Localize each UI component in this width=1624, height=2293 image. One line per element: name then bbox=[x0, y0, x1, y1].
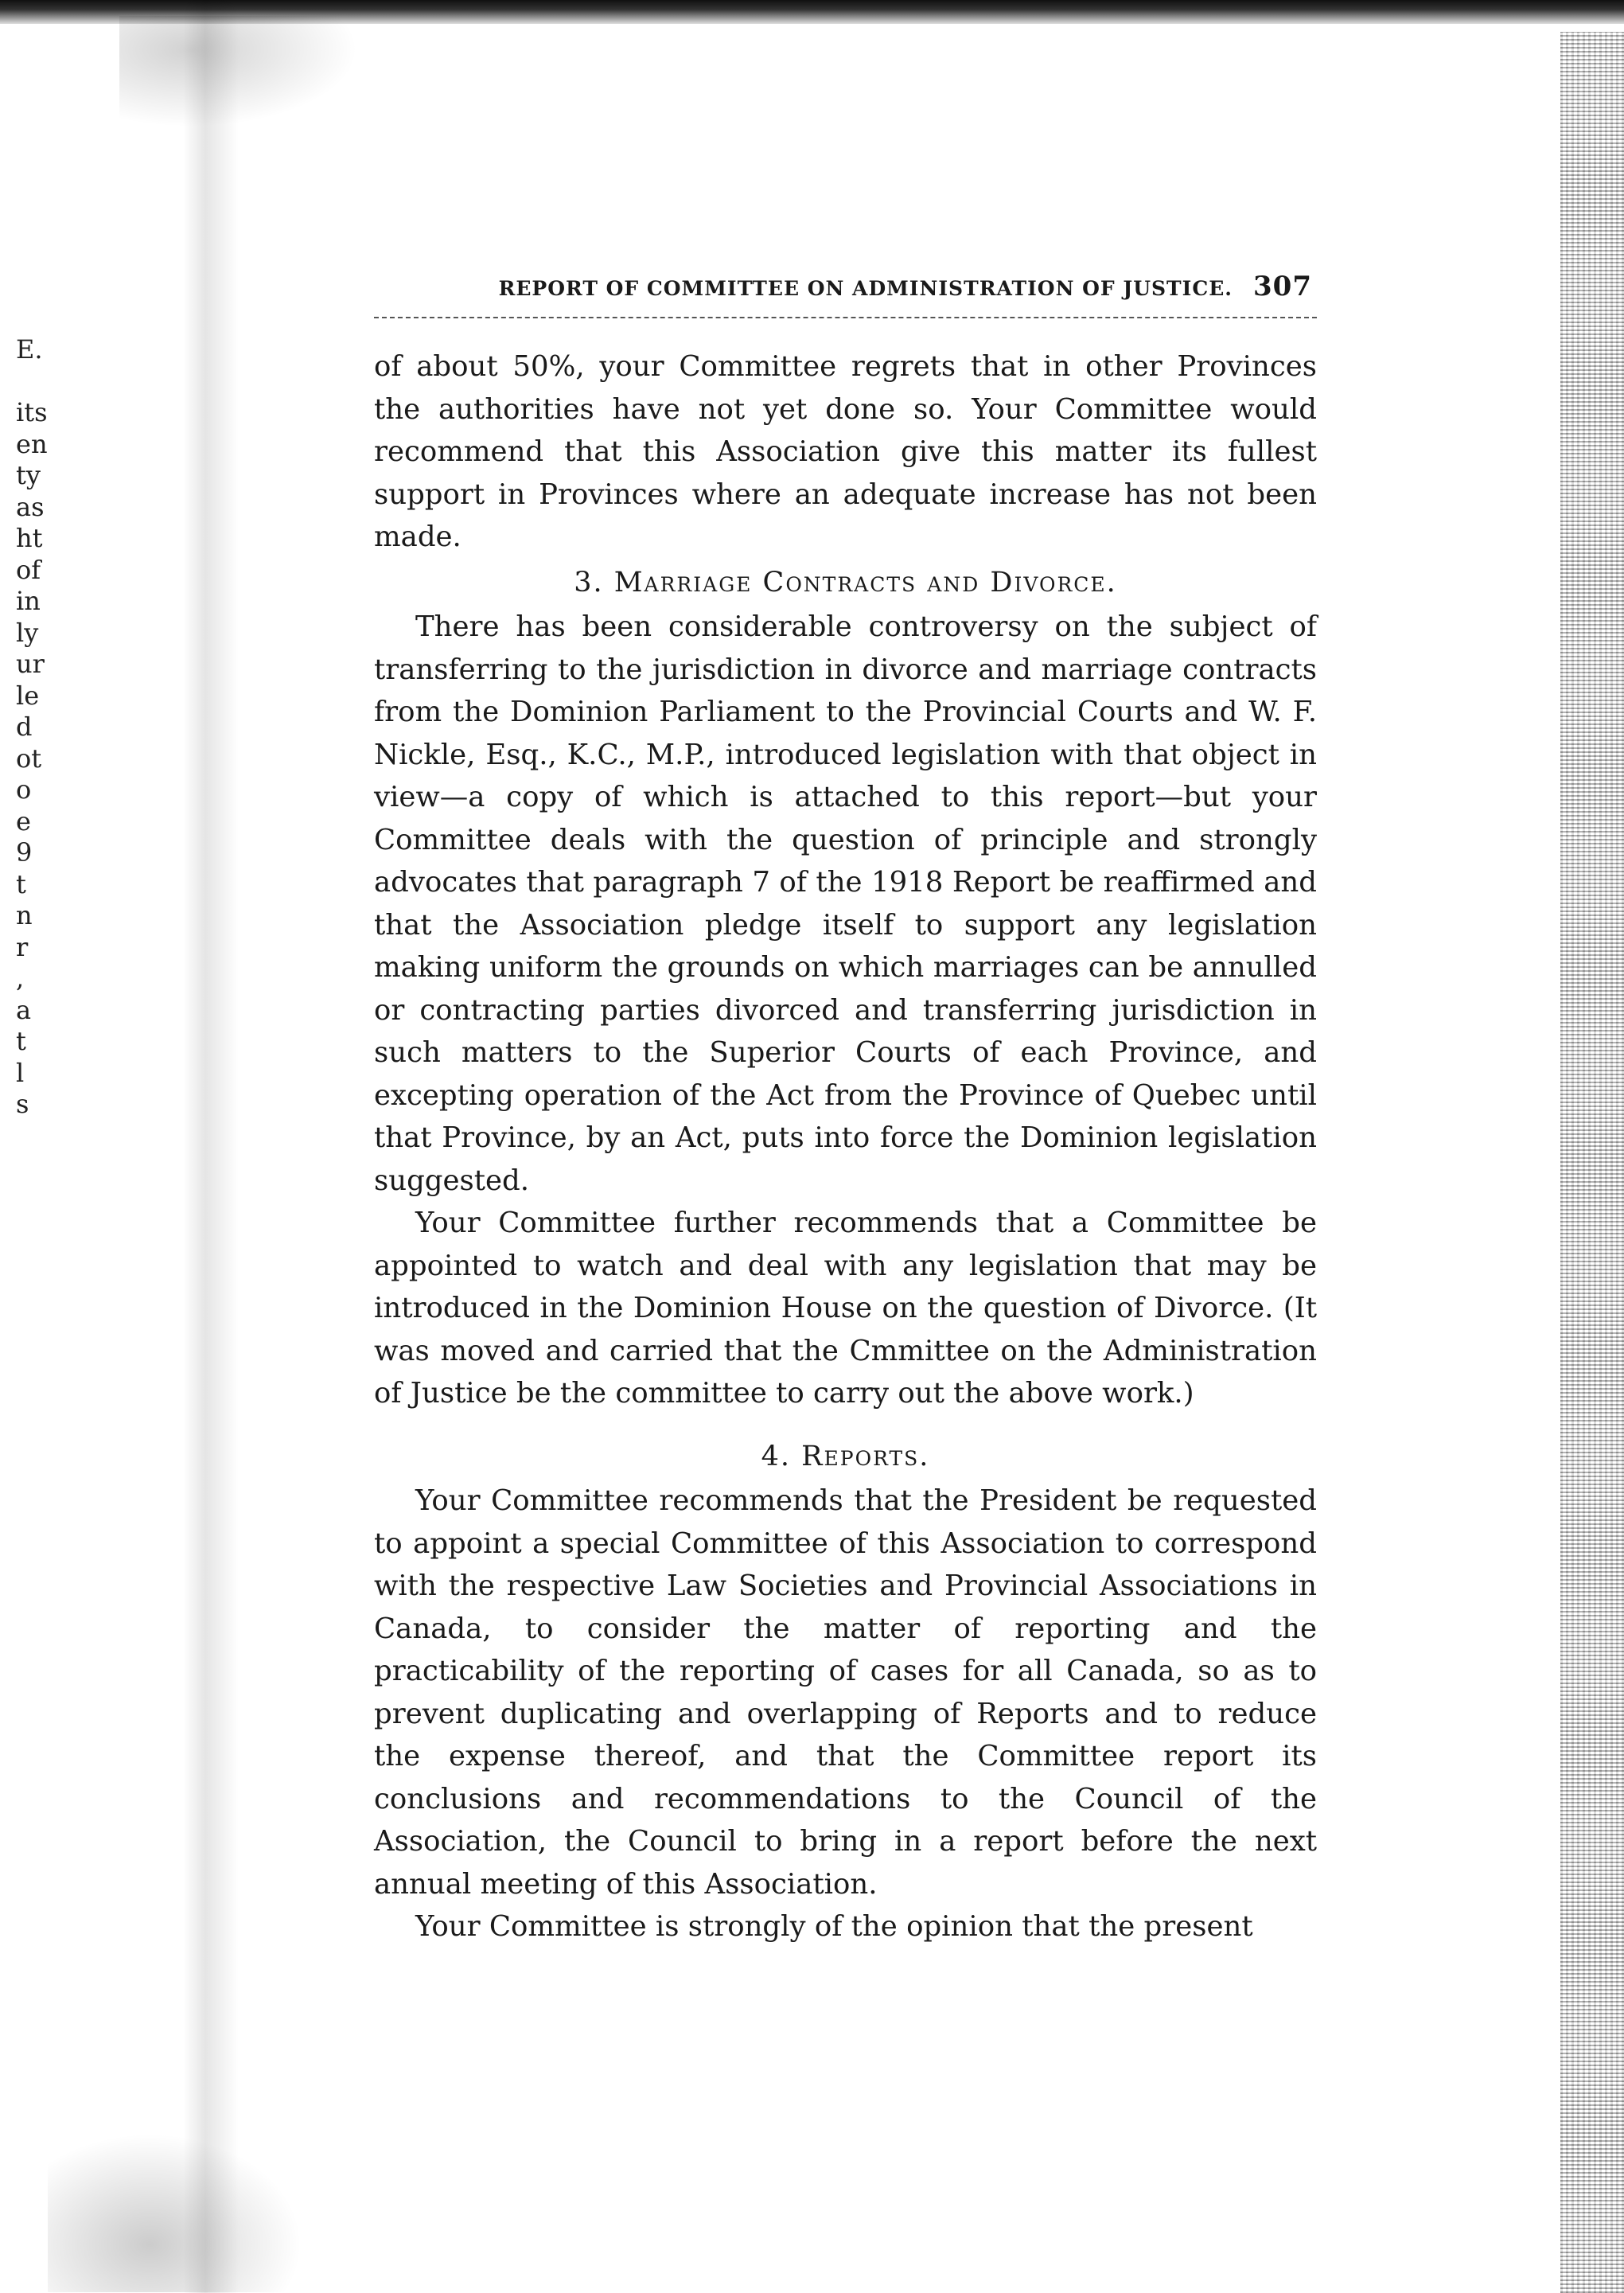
fragment-line: n bbox=[16, 900, 33, 930]
document-page bbox=[374, 271, 1317, 1948]
fragment-line bbox=[16, 366, 72, 398]
section-heading-3: 3. Marriage Contracts and Divorce. bbox=[574, 566, 1117, 599]
scan-smudge-bottom-left bbox=[48, 2133, 302, 2292]
page-number: 307 bbox=[1253, 271, 1312, 302]
fragment-line: o bbox=[16, 774, 32, 805]
paragraph-reports: Your Committee recommends that the President be requested to appoint a special Committee of this Association to correspond with the respective Law Societies and Provincial Associations in Canada, to consider the matter of reporting and the practicability of the reporting of cases for all Canada, so as to prevent duplicating and overlapping of Reports and to reduce the expense thereof, and that the Committee report its conclusions and recommendations to the Council of the Association, the Council to bring in a report before the next annual meeting of this Association. bbox=[374, 1484, 1317, 1901]
scan-edge-right bbox=[1560, 32, 1624, 2293]
header-rule bbox=[374, 317, 1317, 318]
fragment-line: 9 bbox=[16, 837, 33, 868]
scan-smudge-top-left bbox=[119, 16, 358, 127]
fragment-line: , bbox=[16, 963, 25, 993]
fragment-line: t bbox=[16, 1026, 26, 1056]
fragment-line: t bbox=[16, 868, 26, 899]
fragment-line: ht bbox=[16, 523, 43, 553]
fragment-line: its bbox=[16, 397, 48, 427]
paragraph-committee-appointment: Your Committee further recommends that a Committee be appointed to watch and deal with any legislation that may be introduced in the Dominion House on the question of Divorce. (It was moved and carried that the Cmmittee on the Administration of Justice be the committee to carry out the above work.) bbox=[374, 1207, 1317, 1410]
fragment-line: r bbox=[16, 931, 29, 962]
fragment-line: E. bbox=[16, 334, 43, 365]
fragment-line: as bbox=[16, 491, 45, 522]
fragment-line: l bbox=[16, 1057, 25, 1088]
fragment-line: le bbox=[16, 680, 40, 711]
fragment-line: en bbox=[16, 428, 48, 459]
scan-gutter-shadow bbox=[183, 0, 239, 2293]
fragment-line: e bbox=[16, 805, 31, 836]
body-text bbox=[374, 345, 1317, 1948]
running-head bbox=[374, 271, 1317, 302]
fragment-line: ot bbox=[16, 743, 42, 774]
fragment-line: s bbox=[16, 1089, 29, 1119]
fragment-line: ly bbox=[16, 617, 39, 648]
fragment-line: ur bbox=[16, 649, 45, 679]
section-heading-4: 4. Reports. bbox=[761, 1440, 930, 1472]
paragraph-continuation: of about 50%, your Committee regrets that in other Provinces the authorities have not yet done so. Your Committee would recommend that this Association give this matter its fullest support in Provinces where an adequate increase has not been made. bbox=[374, 350, 1317, 553]
adjacent-page-fragments bbox=[16, 334, 72, 1121]
paragraph-opinion: Your Committee is strongly of the opinion that the present bbox=[415, 1910, 1253, 1943]
fragment-line: in bbox=[16, 586, 41, 616]
paragraph-marriage-divorce: There has been considerable controversy on the subject of transferring to the jurisdiction in divorce and marriage contracts from the Dominion Parliament to the Provincial Courts and W. F. Nickle, Esq., K.C., M.P., introduced legislation with that object in view—a copy of which is attached to this report—but your Committee deals with the question of principle and strongly advocates that paragraph 7 of the 1918 Report be reaffirmed and that the Association pledge itself to support any legislation making uniform the grounds on which marriages can be annulled or contracting parties divorced and transferring jurisdiction in such matters to the Superior Courts of each Province, and excepting operation of the Act from the Province of Quebec until that Province, by an Act, puts into force the Dominion legislation suggested. bbox=[374, 610, 1317, 1197]
fragment-line: ty bbox=[16, 460, 41, 490]
running-head-title: REPORT OF COMMITTEE ON ADMINISTRATION OF JUSTICE. bbox=[498, 277, 1233, 300]
fragment-line: of bbox=[16, 554, 41, 585]
fragment-line: a bbox=[16, 994, 32, 1025]
fragment-line: d bbox=[16, 712, 33, 742]
